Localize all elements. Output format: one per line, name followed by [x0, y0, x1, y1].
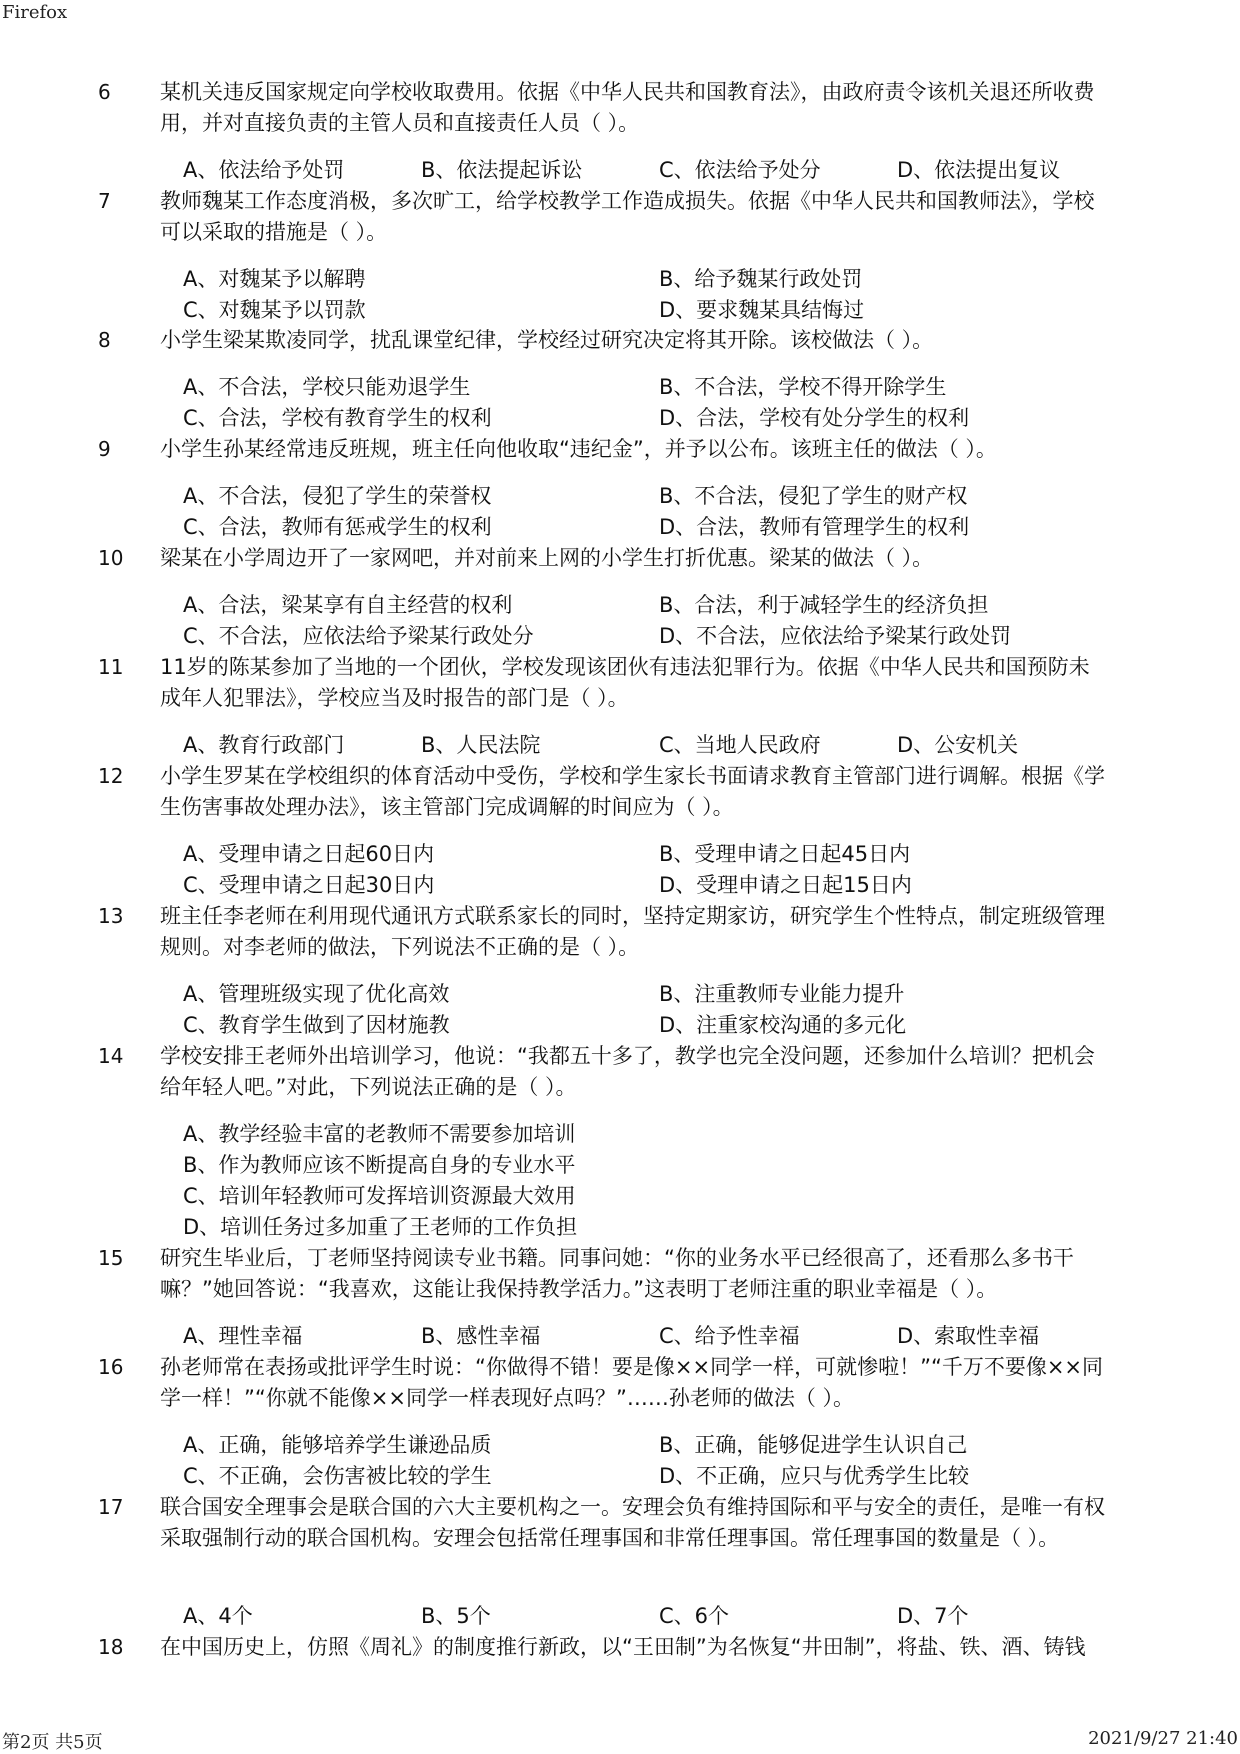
question-text: 班主任李老师在利用现代通讯方式联系家长的同时，坚持定期家访，研究学生个性特点，制定班级管理规则。对李老师的做法，下列说法不正确的是（ ）。: [160, 904, 1105, 959]
option-a: A、教学经验丰富的老教师不需要参加培训: [183, 1122, 576, 1146]
option-c: C、培训年轻教师可发挥培训资源最大效用: [183, 1184, 576, 1208]
question-text: 小学生梁某欺凌同学，扰乱课堂纪律，学校经过研究决定将其开除。该校做法（ ）。: [160, 328, 934, 352]
question-number: 11: [98, 655, 124, 679]
question-text: 在中国历史上，仿照《周礼》的制度推行新政，以“王田制”为名恢复“井田制”，将盐、铁、酒、铸钱: [160, 1635, 1086, 1659]
option-a: A、不合法，侵犯了学生的荣誉权: [183, 484, 492, 508]
question-number: 13: [98, 904, 124, 928]
option-c: C、受理申请之日起30日内: [183, 873, 435, 897]
question-number: 8: [98, 328, 111, 352]
question-text: 某机关违反国家规定向学校收取费用。依据《中华人民共和国教育法》，由政府责令该机关退还所收费用，并对直接负责的主管人员和直接责任人员（ ）。: [160, 80, 1095, 135]
option-a: A、理性幸福: [183, 1324, 303, 1348]
option-b: B、5个: [421, 1604, 491, 1628]
question-text: 孙老师常在表扬或批评学生时说：“你做得不错！要是像××同学一样，可就惨啦！”“千万不要像××同学一样！”“你就不能像××同学一样表现好点吗？”……孙老师的做法（ ）。: [160, 1355, 1104, 1410]
question-text: 小学生罗某在学校组织的体育活动中受伤，学校和学生家长书面请求教育主管部门进行调解。根据《学生伤害事故处理办法》，该主管部门完成调解的时间应为（ ）。: [160, 764, 1105, 819]
option-d: D、要求魏某具结悔过: [659, 298, 865, 322]
option-c: C、6个: [659, 1604, 730, 1628]
question-text: 梁某在小学周边开了一家网吧，并对前来上网的小学生打折优惠。梁某的做法（ ）。: [160, 546, 934, 570]
option-c: C、合法，学校有教育学生的权利: [183, 406, 492, 430]
option-c: C、合法，教师有惩戒学生的权利: [183, 515, 492, 539]
question-number: 9: [98, 437, 111, 461]
option-d: D、不正确，应只与优秀学生比较: [659, 1464, 970, 1488]
question-number: 6: [98, 80, 111, 104]
question-number: 7: [98, 189, 111, 213]
question-number: 10: [98, 546, 124, 570]
option-a: A、不合法，学校只能劝退学生: [183, 375, 471, 399]
option-b: B、给予魏某行政处罚: [659, 267, 863, 291]
option-b: B、人民法院: [421, 733, 541, 757]
option-a: A、对魏某予以解聘: [183, 267, 366, 291]
print-datetime: 2021/9/27 21:40: [1088, 1728, 1238, 1749]
question-text: 11岁的陈某参加了当地的一个团伙，学校发现该团伙有违法犯罪行为。依据《中华人民共和国预防未成年人犯罪法》，学校应当及时报告的部门是（ ）。: [160, 655, 1090, 710]
question-number: 15: [98, 1246, 124, 1270]
option-c: C、不合法，应依法给予梁某行政处分: [183, 624, 534, 648]
option-b: B、注重教师专业能力提升: [659, 982, 905, 1006]
option-c: C、教育学生做到了因材施教: [183, 1013, 450, 1037]
option-d: D、公安机关: [897, 733, 1019, 757]
option-a: A、管理班级实现了优化高效: [183, 982, 450, 1006]
option-a: A、依法给予处罚: [183, 158, 345, 182]
option-c: C、当地人民政府: [659, 733, 821, 757]
option-c: C、对魏某予以罚款: [183, 298, 366, 322]
question-number: 12: [98, 764, 124, 788]
page-indicator: 第2页 共5页: [2, 1732, 103, 1753]
option-d: D、受理申请之日起15日内: [659, 873, 912, 897]
option-a: A、受理申请之日起60日内: [183, 842, 435, 866]
option-b: B、感性幸福: [421, 1324, 541, 1348]
question-number: 16: [98, 1355, 124, 1379]
option-d: D、7个: [897, 1604, 969, 1628]
option-d: D、依法提出复议: [897, 158, 1061, 182]
question-number: 17: [98, 1495, 124, 1519]
browser-label: Firefox: [2, 2, 68, 23]
question-text: 教师魏某工作态度消极，多次旷工，给学校教学工作造成损失。依据《中华人民共和国教师法》，学校可以采取的措施是（ ）。: [160, 189, 1095, 244]
option-d: D、合法，教师有管理学生的权利: [659, 515, 970, 539]
option-d: D、培训任务过多加重了王老师的工作负担: [183, 1215, 578, 1239]
option-b: B、受理申请之日起45日内: [659, 842, 911, 866]
option-a: A、合法，梁某享有自主经营的权利: [183, 593, 513, 617]
question-text: 学校安排王老师外出培训学习，他说：“我都五十多了，教学也完全没问题，还参加什么培训？把机会给年轻人吧。”对此，下列说法正确的是（ ）。: [160, 1044, 1095, 1099]
option-a: A、正确，能够培养学生谦逊品质: [183, 1433, 492, 1457]
option-b: B、合法，利于减轻学生的经济负担: [659, 593, 989, 617]
option-c: C、给予性幸福: [659, 1324, 800, 1348]
option-a: A、教育行政部门: [183, 733, 345, 757]
option-d: D、注重家校沟通的多元化: [659, 1013, 907, 1037]
question-text: 研究生毕业后，丁老师坚持阅读专业书籍。同事问她：“你的业务水平已经很高了，还看那么多书干嘛？”她回答说：“我喜欢，这能让我保持教学活力。”这表明丁老师注重的职业幸福是（ ）。: [160, 1246, 1074, 1301]
option-d: D、索取性幸福: [897, 1324, 1040, 1348]
option-d: D、合法，学校有处分学生的权利: [659, 406, 970, 430]
option-b: B、不合法，侵犯了学生的财产权: [659, 484, 968, 508]
option-b: B、依法提起诉讼: [421, 158, 583, 182]
option-a: A、4个: [183, 1604, 253, 1628]
option-b: B、正确，能够促进学生认识自己: [659, 1433, 968, 1457]
option-b: B、作为教师应该不断提高自身的专业水平: [183, 1153, 576, 1177]
question-number: 14: [98, 1044, 124, 1068]
question-text: 联合国安全理事会是联合国的六大主要机构之一。安理会负有维持国际和平与安全的责任，是唯一有权采取强制行动的联合国机构。安理会包括常任理事国和非常任理事国。常任理事国的数量是（ ）。: [160, 1495, 1105, 1550]
question-number: 18: [98, 1635, 124, 1659]
question-text: 小学生孙某经常违反班规，班主任向他收取“违纪金”，并予以公布。该班主任的做法（ ）。: [160, 437, 997, 461]
option-c: C、依法给予处分: [659, 158, 821, 182]
option-c: C、不正确，会伤害被比较的学生: [183, 1464, 492, 1488]
option-b: B、不合法，学校不得开除学生: [659, 375, 947, 399]
option-d: D、不合法，应依法给予梁某行政处罚: [659, 624, 1012, 648]
